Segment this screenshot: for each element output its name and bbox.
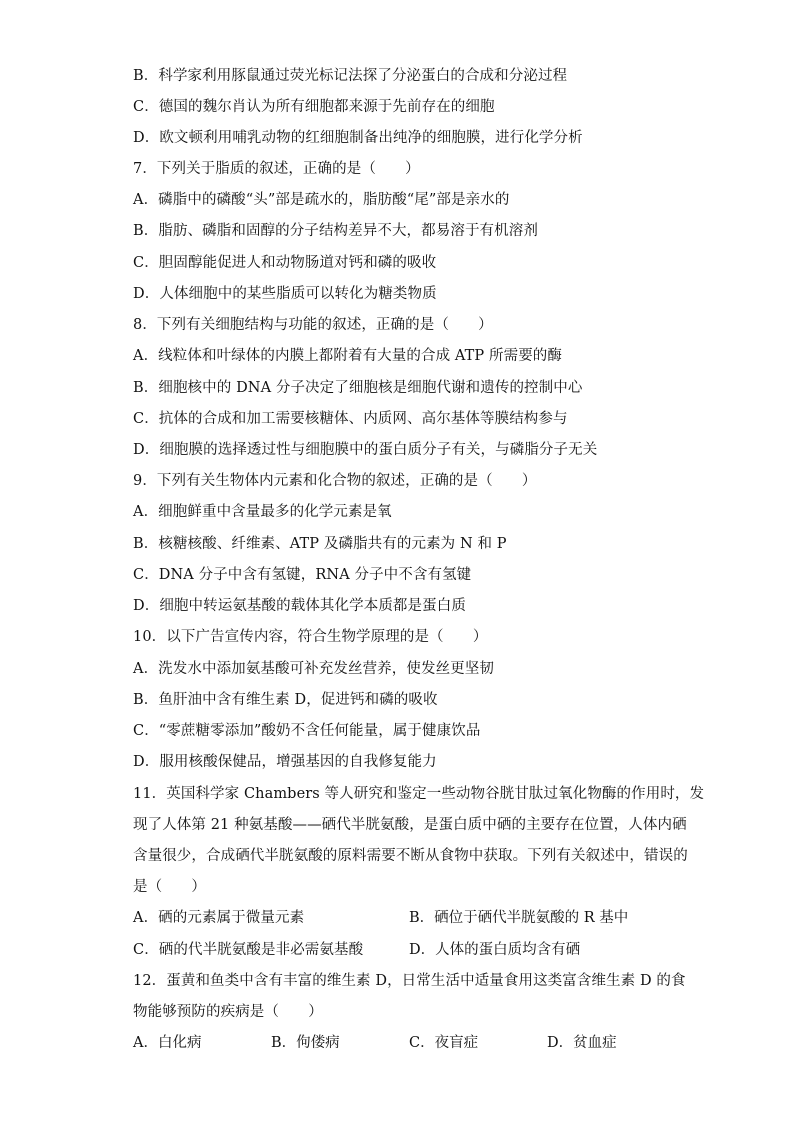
- question-11-line-4: 是（ ）: [133, 879, 206, 895]
- option-c-q9: C．DNA 分子中含有氢键，RNA 分子中不含有氢键: [133, 567, 472, 583]
- question-11-line-2: 现了人体第 21 种氨基酸——硒代半胱氨酸，是蛋白质中硒的主要存在位置，人体内硒: [133, 817, 687, 833]
- option-c-q7: C．胆固醇能促进人和动物肠道对钙和磷的吸收: [133, 255, 437, 271]
- question-12-line-1: 12．蛋黄和鱼类中含有丰富的维生素 D，日常生活中适量食用这类富含维生素 D 的食: [133, 973, 686, 989]
- option-a-q11: A．硒的元素属于微量元素: [133, 910, 305, 926]
- option-a-q9: A．细胞鲜重中含量最多的化学元素是氧: [133, 504, 392, 520]
- option-c-q6: C．德国的魏尔肖认为所有细胞都来源于先前存在的细胞: [133, 99, 495, 115]
- question-11-line-3: 含量很少，合成硒代半胱氨酸的原料需要不断从食物中获取。下列有关叙述中，错误的: [133, 848, 688, 864]
- option-b-q7: B．脂肪、磷脂和固醇的分子结构差异不大，都易溶于有机溶剂: [133, 223, 538, 239]
- option-d-q11: D．人体的蛋白质均含有硒: [409, 942, 581, 958]
- option-c-q11: C．硒的代半胱氨酸是非必需氨基酸: [133, 942, 364, 958]
- option-a-q12: A．白化病: [133, 1035, 202, 1051]
- option-a-q8: A．线粒体和叶绿体的内膜上都附着有大量的合成 ATP 所需要的酶: [133, 348, 562, 364]
- option-b-q10: B．鱼肝油中含有维生素 D，促进钙和磷的吸收: [133, 692, 438, 708]
- option-c-q8: C．抗体的合成和加工需要核糖体、内质网、高尔基体等膜结构参与: [133, 411, 568, 427]
- question-12-line-2: 物能够预防的疾病是（ ）: [133, 1004, 323, 1020]
- option-b-q6: B．科学家利用豚鼠通过荧光标记法探了分泌蛋白的合成和分泌过程: [133, 68, 568, 84]
- option-b-q11: B．硒位于硒代半胱氨酸的 R 基中: [409, 910, 629, 926]
- option-a-q10: A．洗发水中添加氨基酸可补充发丝营养，使发丝更坚韧: [133, 661, 494, 677]
- option-d-q8: D．细胞膜的选择透过性与细胞膜中的蛋白质分子有关，与磷脂分子无关: [133, 442, 598, 458]
- option-d-q6: D．欧文顿利用哺乳动物的红细胞制备出纯净的细胞膜，进行化学分析: [133, 130, 583, 146]
- option-b-q12: B．佝偻病: [271, 1035, 340, 1051]
- question-8: 8．下列有关细胞结构与功能的叙述，正确的是（ ）: [133, 317, 493, 333]
- question-9: 9．下列有关生物体内元素和化合物的叙述，正确的是（ ）: [133, 473, 537, 489]
- question-7: 7．下列关于脂质的叙述，正确的是（ ）: [133, 161, 420, 177]
- option-a-q7: A．磷脂中的磷酸“头”部是疏水的，脂肪酸“尾”部是亲水的: [133, 192, 510, 208]
- option-c-q12: C．夜盲症: [409, 1035, 479, 1051]
- option-d-q12: D．贫血症: [547, 1035, 617, 1051]
- option-b-q9: B．核糖核酸、纤维素、ATP 及磷脂共有的元素为 N 和 P: [133, 536, 507, 552]
- option-d-q10: D．服用核酸保健品，增强基因的自我修复能力: [133, 754, 437, 770]
- question-10: 10．以下广告宣传内容，符合生物学原理的是（ ）: [133, 629, 488, 645]
- option-d-q9: D．细胞中转运氨基酸的载体其化学本质都是蛋白质: [133, 598, 466, 614]
- option-b-q8: B．细胞核中的 DNA 分子决定了细胞核是细胞代谢和遗传的控制中心: [133, 380, 583, 396]
- option-d-q7: D．人体细胞中的某些脂质可以转化为糖类物质: [133, 286, 437, 302]
- question-11-line-1: 11．英国科学家 Chambers 等人研究和鉴定一些动物谷胱甘肽过氧化物酶的作用时，发: [133, 786, 705, 802]
- option-c-q10: C．“零蔗糖零添加”酸奶不含任何能量，属于健康饮品: [133, 723, 481, 739]
